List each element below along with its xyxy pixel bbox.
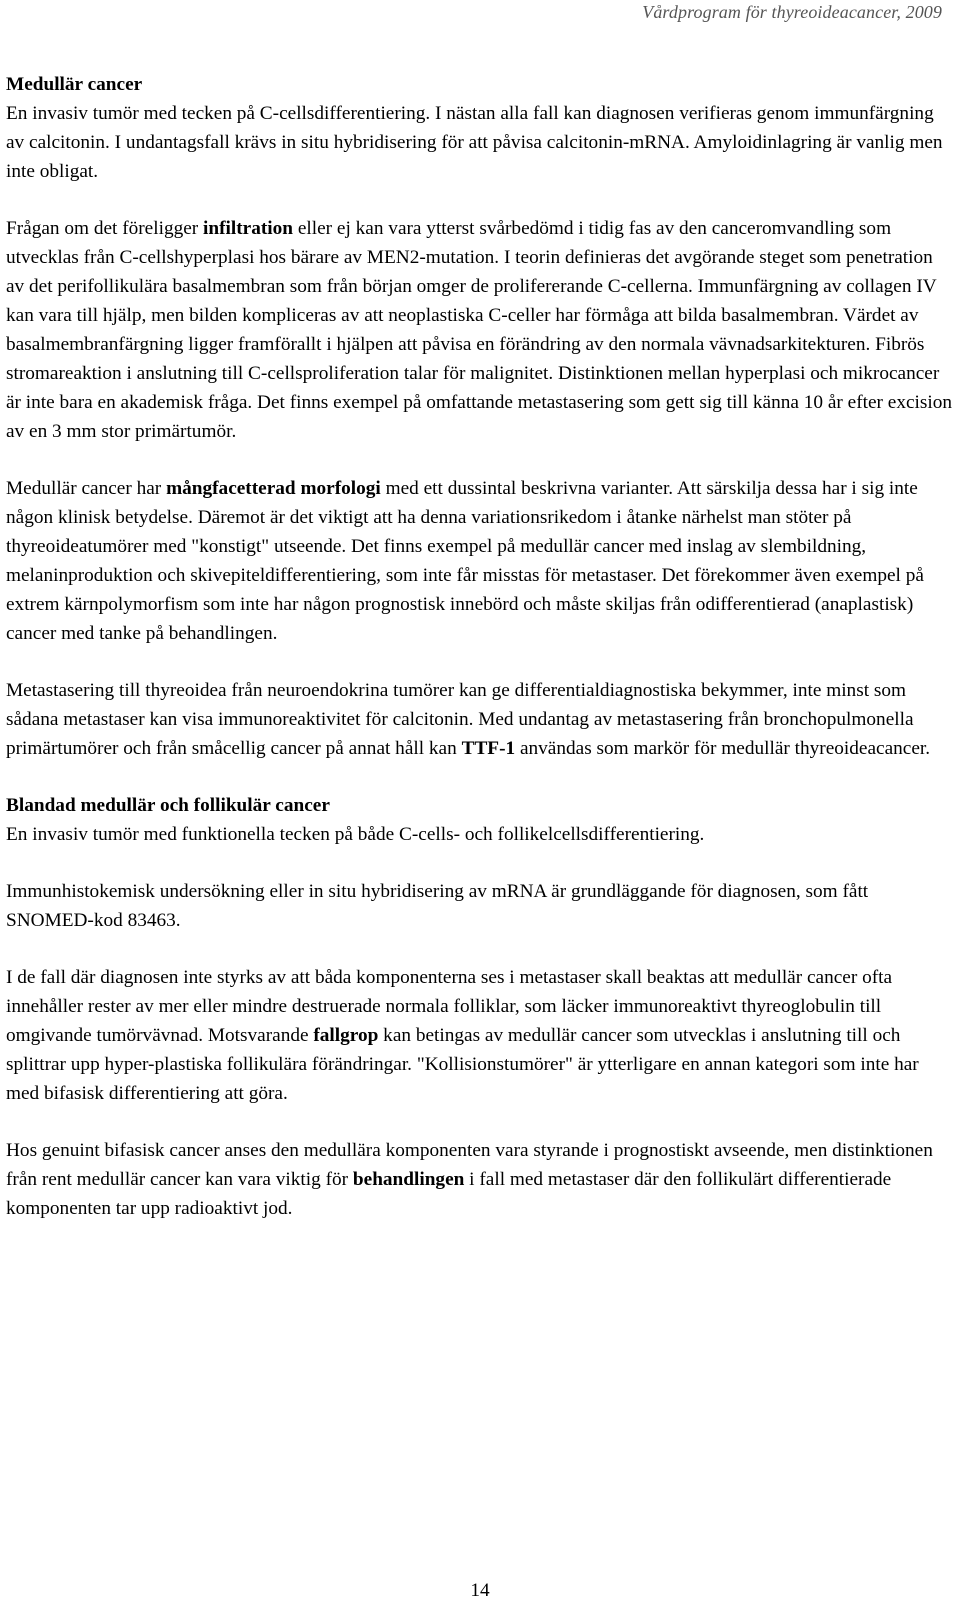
paragraph-infiltration: Frågan om det föreligger infiltration eller ej kan vara ytterst svårbedömd i tidig fas av den canceromvandling som utvecklas från C-cellshyperplasi hos bärare av MEN2-mutation. I teorin definieras det avgörande steget som penetration av det perifollikulära basalmembran som från början omger de prolifererande C-cellerna. Immunfärgning av collagen IV kan vara till hjälp, men bilden kompliceras av att neoplastiska C-celler har förmåga att bilda basalmembran. Värdet av basalmembranfärgning ligger framförallt i hjälpen att påvisa en förändring av den normala vävnadsarkitekturen. Fibrös stromareaktion i anslutning till C-cellsproliferation talar för malignitet. Distinktionen mellan hyperplasi och mikrocancer är inte bara en akademisk fråga. Det finns exempel på omfattande metastasering som gett sig till känna 10 år efter excision av en 3 mm stor primärtumör. xyxy=(6,218,953,442)
paragraph-biphasic: Hos genuint bifasisk cancer anses den medullära komponenten vara styrande i prognostiskt avseende, men distinktionen från rent medullär cancer kan vara viktig för behandlingen i fall med metastaser där den follikulärt differentierade komponenten tar upp radioaktivt jod. xyxy=(6,1140,933,1219)
running-header: Vårdprogram för thyreoideacancer, 2009 xyxy=(642,2,942,22)
section-heading-medullar: Medullär cancer xyxy=(6,74,143,95)
paragraph-morphology: Medullär cancer har mångfacetterad morfologi med ett dussintal beskrivna varianter. Att särskilja dessa har i sig inte någon klinisk betydelse. Däremot är det viktigt att ha denna variationsrikedom i åtanke närhelst man stöter på thyreoideatumörer med "konstigt" utseende. Det finns exempel på medullär cancer med inslag av slembildning, melaninproduktion och skivepiteldifferentiering, som inte får misstas för metastaser. Det förekommer även exempel på extrem kärnpolymorfism som inte har någon prognostisk innebörd och måste skiljas från odifferentierad (anaplastisk) cancer med tanke på behandlingen. xyxy=(6,478,924,644)
bold-term-fallgrop: fallgrop xyxy=(313,1025,379,1046)
bold-term-ttf1: TTF-1 xyxy=(461,738,516,759)
bold-term-behandlingen: behandlingen xyxy=(352,1169,465,1190)
bold-term-infiltration: infiltration xyxy=(203,218,294,239)
section-heading-mixed: Blandad medullär och follikulär cancer xyxy=(6,795,330,816)
paragraph-mixed-intro: En invasiv tumör med funktionella tecken på både C-cells- och follikelcellsdifferentiering. xyxy=(6,824,705,845)
bold-term-morphology: mångfacetterad morfologi xyxy=(166,478,381,499)
document-body xyxy=(6,70,954,1251)
paragraph-metastasis: Metastasering till thyreoidea från neuroendokrina tumörer kan ge differentialdiagnostiska bekymmer, inte minst som sådana metastaser kan visa immunoreaktivitet för calcitonin. Med undantag av metastasering från bronchopulmonella primärtumörer och från småcellig cancer på annat håll kan TTF-1 användas som markör för medullär thyreoideacancer. xyxy=(6,680,931,759)
paragraph-immunohistochemistry: Immunhistokemisk undersökning eller in situ hybridisering av mRNA är grundläggande för diagnosen, som fått SNOMED-kod 83463. xyxy=(6,881,869,931)
paragraph-medullar-intro: En invasiv tumör med tecken på C-cellsdifferentiering. I nästan alla fall kan diagnosen verifieras genom immunfärgning av calcitonin. I undantagsfall krävs in situ hybridisering för att påvisa calcitonin-mRNA. Amyloidinlagring är vanlig men inte obligat. xyxy=(6,103,943,182)
paragraph-pitfall: I de fall där diagnosen inte styrks av att båda komponenterna ses i metastaser skall beaktas att medullär cancer ofta innehåller rester av mer eller mindre destruerade normala folliklar, som läcker immunoreaktivt thyreoglobulin till omgivande tumörvävnad. Motsvarande fallgrop kan betingas av medullär cancer som utvecklas i anslutning till och splittrar upp hyper-plastiska follikulära förändringar. "Kollisionstumörer" är ytterligare en annan kategori som inte har med bifasisk differentiering att göra. xyxy=(6,967,919,1104)
page-number: 14 xyxy=(470,1580,490,1601)
